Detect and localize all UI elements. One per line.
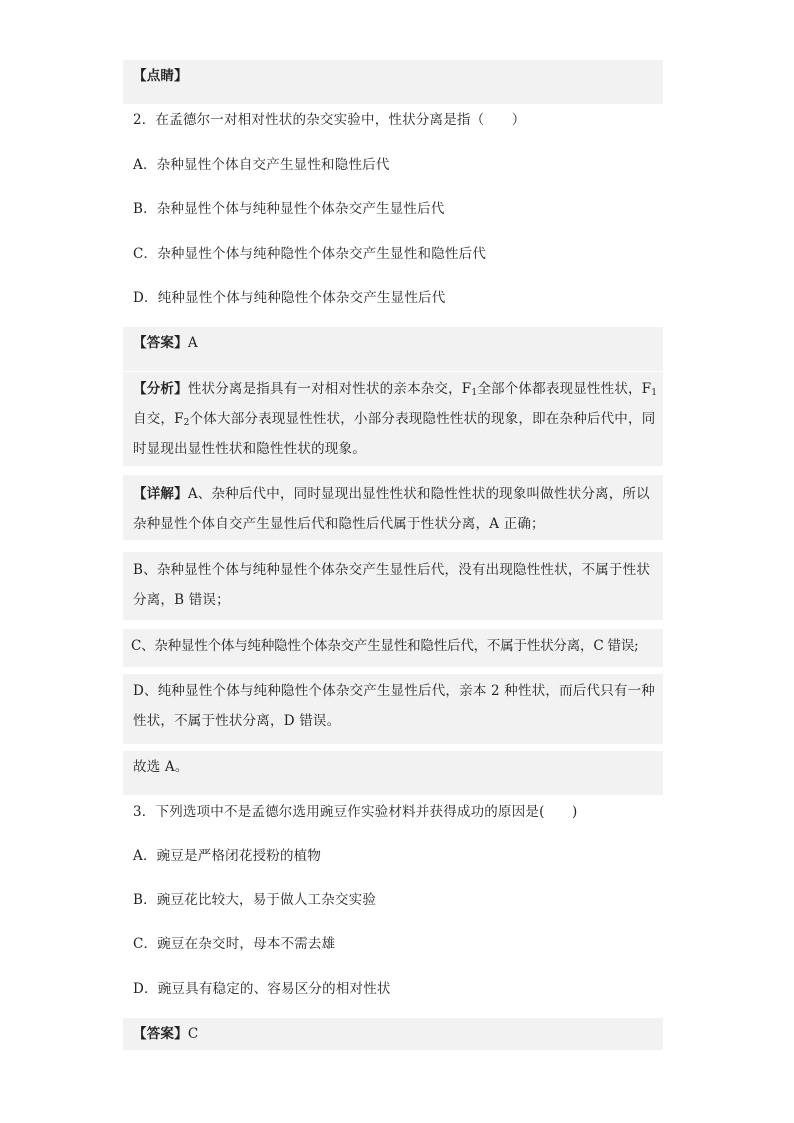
q2-detail-a: 【详解】A、杂种后代中，同时显现出显性性状和隐性性状的现象叫做性状分离，所以 杂种显性个体自交产生显性后代和隐性后代属于性状分离，A 正确； [123, 475, 663, 540]
q3-option-a: A．豌豆是严格闭花授粉的植物 [133, 848, 322, 864]
q2-option-b: B．杂种显性个体与纯种显性个体杂交产生显性后代 [133, 201, 445, 217]
q2-analysis: 【分析】性状分离是指具有一对相对性状的亲本杂交，$F_1$全部个体都表现显性性状，$F_1$ 自交，$F_2$个体大部分表现显性性状，小部分表现隐性性状的现象，即在杂种后代中，同 时显现出显性性状和隐性性状的现象。 [123, 372, 663, 466]
detail-label: 【详解】 [133, 486, 188, 502]
answer-value: A [187, 335, 198, 351]
q2-detail-b: B、杂种显性个体与纯种显性个体杂交产生显性后代，没有出现隐性性状，不属于性状 分离，B 错误； [123, 552, 663, 620]
q2-stem: 2．在孟德尔一对相对性状的杂交实验中，性状分离是指（ ） [133, 112, 526, 128]
analysis-label: 【分析】 [133, 381, 188, 397]
q3-option-c: C．豌豆在杂交时，母本不需去雄 [133, 936, 336, 952]
q2-option-d: D．纯种显性个体与纯种隐性个体杂交产生显性后代 [133, 290, 446, 306]
q3-answer [123, 1018, 663, 1050]
q2-option-c: C．杂种显性个体与纯种隐性个体杂交产生显性和隐性后代 [133, 246, 487, 262]
q3-option-b: B．豌豆花比较大，易于做人工杂交实验 [133, 892, 377, 908]
answer-value: C [187, 1026, 199, 1042]
q3-stem: 3．下列选项中不是孟德尔选用豌豆作实验材料并获得成功的原因是( ) [133, 804, 578, 820]
answer-label: 【答案】 [133, 1026, 188, 1042]
q3-option-d: D．豌豆具有稳定的、容易区分的相对性状 [133, 981, 391, 997]
q2-detail-c: C、杂种显性个体与纯种隐性个体杂交产生显性和隐性后代，不属于性状分离，C 错误; [123, 629, 663, 667]
q2-detail-d: D、纯种显性个体与纯种隐性个体杂交产生显性后代，亲本 2 种性状，而后代只有一种 性状，不属于性状分离，D 错误。 [123, 674, 663, 744]
answer-label: 【答案】 [133, 335, 188, 351]
q2-answer [123, 327, 663, 371]
q2-conclusion: 故选 A。 [123, 751, 663, 795]
q2-option-a: A．杂种显性个体自交产生显性和隐性后代 [133, 157, 390, 173]
dianjing-heading: 【点睛】 [123, 60, 663, 104]
